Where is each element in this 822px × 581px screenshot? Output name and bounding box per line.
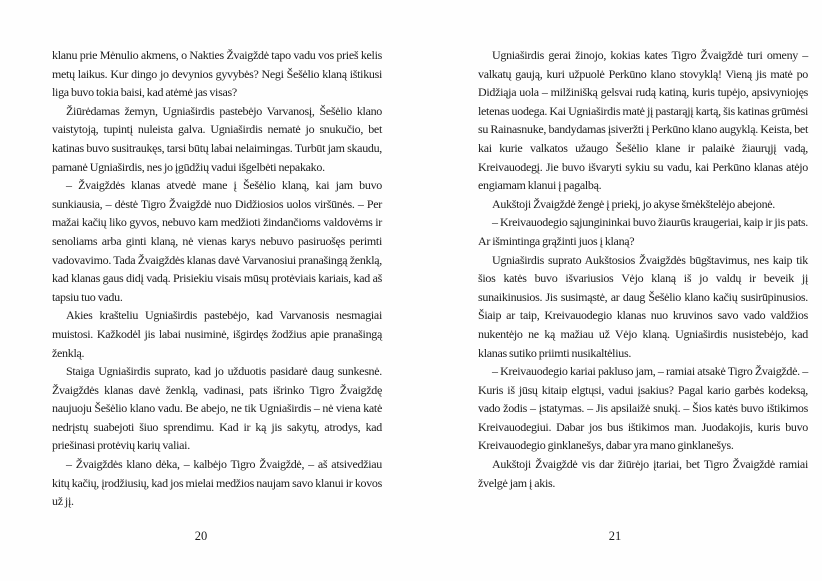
page-left-text bbox=[52, 46, 382, 511]
paragraph: Aukštoji Žvaigždė žengė į priekį, jo akyse šmėkštelėjo abejonė. bbox=[492, 196, 776, 211]
paragraph: – Kreivauodegio sąjungininkai buvo žiaurūs kraugeriai, kaip ir jis pats. Ar išmintinga grąžinti juos į klaną? bbox=[478, 215, 808, 248]
paragraph: Staiga Ugniaširdis suprato, kad jo užduotis pasidarė daug sunkesnė. Žvaigždės klanas davė ženklą, vadinasi, pats išrinko Tigro Žvaigždę naujuoju Šešėlio klano vadu. Be abejo, ne tik Ugniaširdis – nė viena katė nedrįstų suabejoti šiuo sprendimu. Kad ir ką jis sakytų, atrodys, kad priešinasi protėvių karių valiai. bbox=[52, 364, 382, 453]
paragraph: Akies krašteliu Ugniaširdis pastebėjo, kad Varvanosis nesmagiai muistosi. Kažkodėl jis labai nusiminė, išgirdęs žodžius apie pranašingą ženklą. bbox=[52, 308, 382, 360]
page-number-left: 20 bbox=[194, 529, 208, 543]
paragraph: Žiūrėdamas žemyn, Ugniaširdis pastebėjo Varvanosį, Šešėlio klano vaistytoją, tupintį nuleista galva. Ugniaširdis nematė jo snukučio, bet katinas buvo susitraukęs, tarsi būtų labai nelaimingas. Turbūt jam skaudu, pamanė Ugniaširdis, nes jo įgūdžių vadui išgelbėti nepakako. bbox=[52, 103, 382, 174]
paragraph: – Kreivauodegio kariai pakluso jam, – ramiai atsakė Tigro Žvaigždė. – Kuris iš jūsų kitaip elgtųsi, vadui įsakius? Pagal kario garbės kodeksą, vado žodis – įstatymas. – Jis apsilaižė snukį. – Šios katės buvo ištikimos Kreivauodegiui. Dabar jos bus ištikimos man. Juodakojis, kuris buvo Kreivauodegio ginklanešys, dabar yra mano ginklanešys. bbox=[478, 364, 808, 453]
paragraph: Aukštoji Žvaigždė vis dar žiūrėjo įtariai, bet Tigro Žvaigždė ramiai žvelgė jam į akis. bbox=[478, 457, 808, 490]
paragraph: – Žvaigždės klanas atvedė mane į Šešėlio klaną, kai jam buvo sunkiausia, – dėstė Tigro Žvaigždė nuo Didžiosios uolos viršūnės. – Per mažai kačių liko gyvos, nebuvo kam medžioti žindančioms valdovėms ir senoliams arba ginti klaną, nė vienas karys nebuvo pasiruošęs perimti vadovavimo. Tada Žvaigždės klanas davė Varvanosiui pranašingą ženklą, kad klanas gaus didį vadą. Prisiekiu visais mūsų protėviais kariais, kad aš tapsiu tuo vadu. bbox=[52, 178, 382, 304]
paragraph: Ugniaširdis suprato Aukštosios Žvaigždės būgštavimus, nes kaip tik šios katės buvo išvariusios Vėjo klaną iš jo valdų ir beveik jį sunaikinusios. Jis susimąstė, ar daug Šešėlio klano kačių susirūpinusios. Šiaip ar taip, Kreivauodegio klanas nuo kruvinos savo vado valdžios nukentėjo ne ką mažiau už Vėjo klaną. Ugniaširdis nusistebėjo, kad klanas sutiko priimti nusikaltėlius. bbox=[478, 252, 808, 360]
paragraph: klanu prie Mėnulio akmens, o Nakties Žvaigždė tapo vadu vos prieš kelis metų laikus. Kur dingo jo devynios gyvybės? Negi Šešėlio klaną ištikusi liga buvo tokia baisi, kad atėmė jas visas? bbox=[52, 48, 382, 100]
page-right-text bbox=[478, 46, 808, 492]
paragraph: – Žvaigždės klano dėka, – kalbėjo Tigro Žvaigždė, – aš atsivedžiau kitų kačių, įrodžiusių, kad jos mielai medžios naujam savo klanui ir kovos už jį. bbox=[52, 457, 382, 509]
paragraph: Ugniaširdis gerai žinojo, kokias kates Tigro Žvaigždė turi omeny – valkatų gaują, kuri užpuolė Perkūno klano stovyklą! Vieną jis matė po Didžiąja uola – milžinišką gelsvai rudą katiną, kuris tupėjo, apsivyniojęs letenas uodega. Kai Ugniaširdis matė jį pastarąjį kartą, šis katinas grūmėsi su Rainasnuke, bandydamas įsiveržti į Perkūno klano augyklą. Keista, bet kai kurie valkatos užaugo Šešėlio klane ir palaikė žiaurųjį vadą, Kreivauodegį. Jie buvo išvaryti sykiu su vadu, kai Perkūno klanas atėjo engiamam klanui į pagalbą. bbox=[478, 48, 808, 193]
page-number-right: 21 bbox=[608, 529, 622, 543]
